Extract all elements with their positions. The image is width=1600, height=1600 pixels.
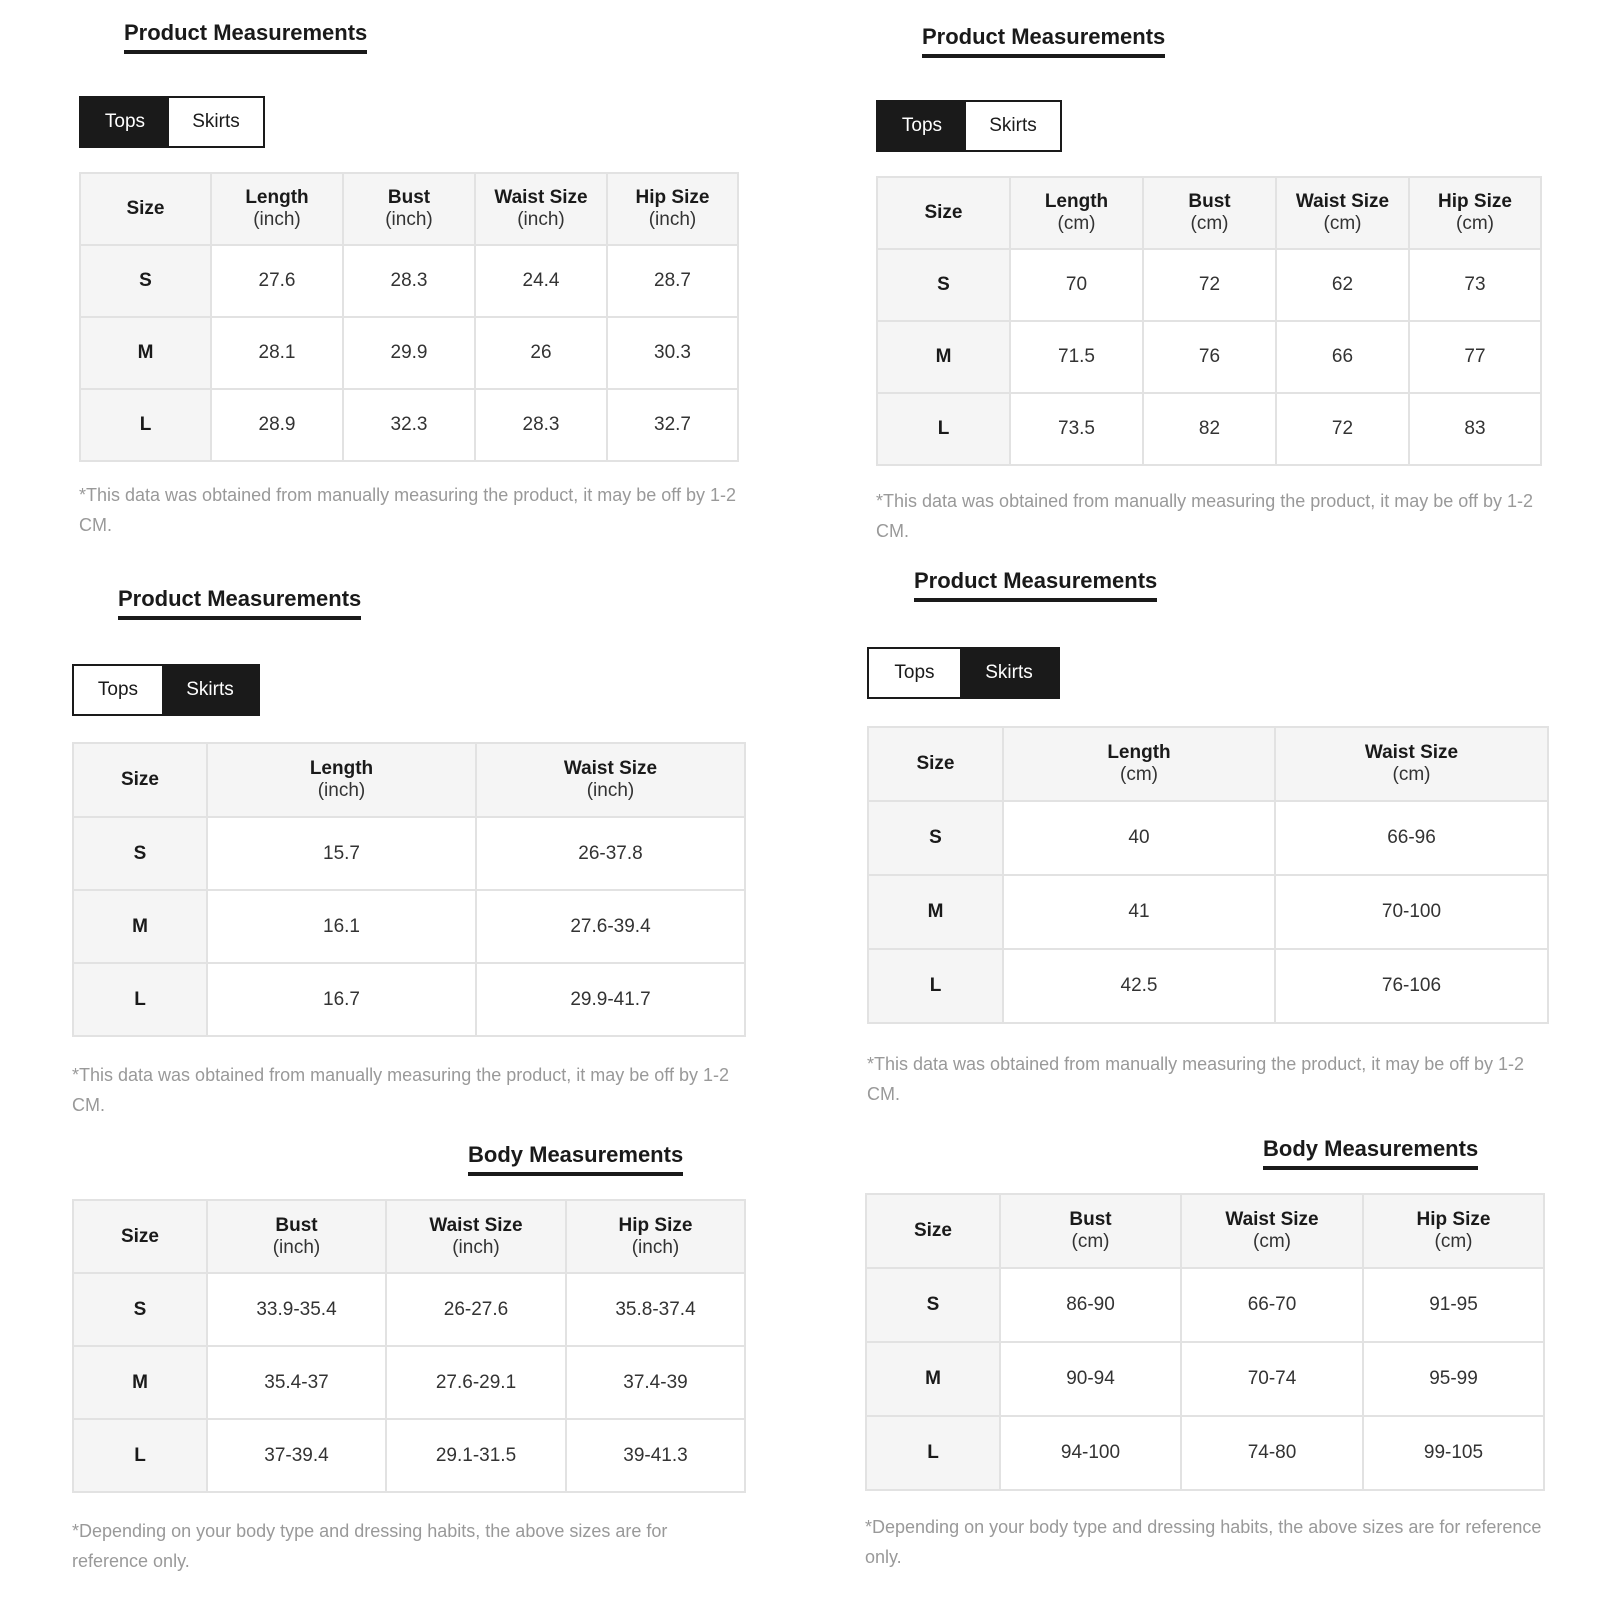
body-measurements-table bbox=[865, 1193, 1545, 1491]
table-cell: 27.6-39.4 bbox=[476, 890, 745, 963]
header-waist-size: Waist Size (cm) bbox=[1181, 1194, 1363, 1268]
size-cell: L bbox=[73, 963, 207, 1036]
product-measurements-title: Product Measurements bbox=[922, 24, 1165, 58]
body-measurements-title: Body Measurements bbox=[1263, 1136, 1478, 1170]
table-cell: 33.9-35.4 bbox=[207, 1273, 386, 1346]
table-cell: 32.7 bbox=[607, 389, 738, 461]
table-cell: 74-80 bbox=[1181, 1416, 1363, 1490]
body-measurement-note: *Depending on your body type and dressing habits, the above sizes are for reference only. bbox=[72, 1521, 668, 1571]
product-measurements-table bbox=[876, 176, 1542, 466]
table-row bbox=[73, 817, 745, 890]
header-hip-size: Hip Size (inch) bbox=[566, 1200, 745, 1273]
table-cell: 27.6-29.1 bbox=[386, 1346, 566, 1419]
table-cell: 29.1-31.5 bbox=[386, 1419, 566, 1492]
size-cell: L bbox=[866, 1416, 1000, 1490]
table-cell: 83 bbox=[1409, 393, 1541, 465]
header-waist-size: Waist Size (inch) bbox=[475, 173, 607, 245]
table-row bbox=[866, 1268, 1544, 1342]
table-row bbox=[80, 245, 738, 317]
table-cell: 27.6 bbox=[211, 245, 343, 317]
header-length: Length (inch) bbox=[207, 743, 476, 817]
header-hip-size: Hip Size (cm) bbox=[1363, 1194, 1544, 1268]
table-cell: 66 bbox=[1276, 321, 1409, 393]
size-cell: L bbox=[877, 393, 1010, 465]
table-cell: 99-105 bbox=[1363, 1416, 1544, 1490]
header-waist-size: Waist Size (inch) bbox=[386, 1200, 566, 1273]
table-cell: 66-96 bbox=[1275, 801, 1548, 875]
table-row bbox=[877, 249, 1541, 321]
table-cell: 16.7 bbox=[207, 963, 476, 1036]
table-cell: 72 bbox=[1143, 249, 1276, 321]
size-cell: S bbox=[73, 1273, 207, 1346]
tab-tops[interactable]: Tops bbox=[878, 102, 966, 150]
product-measurements-title: Product Measurements bbox=[124, 20, 367, 54]
header-length: Length (inch) bbox=[211, 173, 343, 245]
table-cell: 70 bbox=[1010, 249, 1143, 321]
table-cell: 42.5 bbox=[1003, 949, 1275, 1023]
header-length: Length (cm) bbox=[1003, 727, 1275, 801]
size-cell: M bbox=[80, 317, 211, 389]
table-cell: 28.3 bbox=[343, 245, 475, 317]
table-cell: 62 bbox=[1276, 249, 1409, 321]
table-cell: 82 bbox=[1143, 393, 1276, 465]
table-row bbox=[866, 1416, 1544, 1490]
product-measurements-table bbox=[867, 726, 1549, 1024]
product-measurements-title: Product Measurements bbox=[118, 586, 361, 620]
table-row bbox=[877, 321, 1541, 393]
table-row bbox=[877, 393, 1541, 465]
table-row bbox=[868, 801, 1548, 875]
table-cell: 73 bbox=[1409, 249, 1541, 321]
body-measurement-note: *Depending on your body type and dressing habits, the above sizes are for reference only. bbox=[865, 1517, 1542, 1567]
measurement-note: *This data was obtained from manually measuring the product, it may be off by 1-2 CM. bbox=[867, 1054, 1525, 1104]
size-cell: L bbox=[73, 1419, 207, 1492]
table-row bbox=[73, 963, 745, 1036]
table-cell: 28.3 bbox=[475, 389, 607, 461]
header-hip-size: Hip Size (inch) bbox=[607, 173, 738, 245]
table-cell: 91-95 bbox=[1363, 1268, 1544, 1342]
table-cell: 26-37.8 bbox=[476, 817, 745, 890]
table-cell: 95-99 bbox=[1363, 1342, 1544, 1416]
tab-tops[interactable]: Tops bbox=[81, 98, 169, 146]
table-cell: 16.1 bbox=[207, 890, 476, 963]
table-cell: 77 bbox=[1409, 321, 1541, 393]
tab-skirts[interactable]: Skirts bbox=[966, 102, 1060, 150]
table-cell: 70-74 bbox=[1181, 1342, 1363, 1416]
body-measurements-table bbox=[72, 1199, 746, 1493]
table-row bbox=[80, 317, 738, 389]
size-cell: S bbox=[868, 801, 1003, 875]
size-cell: S bbox=[866, 1268, 1000, 1342]
size-cell: S bbox=[73, 817, 207, 890]
size-cell: M bbox=[73, 890, 207, 963]
size-cell: M bbox=[73, 1346, 207, 1419]
body-measurements-title: Body Measurements bbox=[468, 1142, 683, 1176]
size-cell: S bbox=[877, 249, 1010, 321]
tops-skirts-tabs bbox=[876, 100, 1062, 152]
tab-skirts[interactable]: Skirts bbox=[169, 98, 263, 146]
table-row bbox=[73, 890, 745, 963]
header-length: Length (cm) bbox=[1010, 177, 1143, 249]
header-size: Size bbox=[868, 727, 1003, 801]
tops-skirts-tabs bbox=[79, 96, 265, 148]
table-cell: 35.8-37.4 bbox=[566, 1273, 745, 1346]
product-measurements-title: Product Measurements bbox=[914, 568, 1157, 602]
table-row bbox=[868, 949, 1548, 1023]
tops-skirts-tabs bbox=[72, 664, 260, 716]
header-waist-size: Waist Size (inch) bbox=[476, 743, 745, 817]
measurement-note: *This data was obtained from manually measuring the product, it may be off by 1-2 CM. bbox=[72, 1065, 730, 1115]
table-row bbox=[73, 1419, 745, 1492]
table-cell: 35.4-37 bbox=[207, 1346, 386, 1419]
table-cell: 29.9-41.7 bbox=[476, 963, 745, 1036]
table-row bbox=[73, 1346, 745, 1419]
table-cell: 73.5 bbox=[1010, 393, 1143, 465]
size-cell: L bbox=[868, 949, 1003, 1023]
table-cell: 30.3 bbox=[607, 317, 738, 389]
table-cell: 41 bbox=[1003, 875, 1275, 949]
header-size: Size bbox=[80, 173, 211, 245]
table-cell: 76 bbox=[1143, 321, 1276, 393]
header-bust: Bust (inch) bbox=[343, 173, 475, 245]
size-cell: S bbox=[80, 245, 211, 317]
tab-skirts[interactable]: Skirts bbox=[960, 649, 1058, 697]
header-size: Size bbox=[866, 1194, 1000, 1268]
header-bust: Bust (cm) bbox=[1000, 1194, 1181, 1268]
table-cell: 28.1 bbox=[211, 317, 343, 389]
tab-skirts[interactable]: Skirts bbox=[162, 666, 258, 714]
size-cell: L bbox=[80, 389, 211, 461]
table-cell: 72 bbox=[1276, 393, 1409, 465]
header-bust: Bust (cm) bbox=[1143, 177, 1276, 249]
header-bust: Bust (inch) bbox=[207, 1200, 386, 1273]
measurement-note: *This data was obtained from manually measuring the product, it may be off by 1-2 CM. bbox=[79, 485, 737, 535]
header-waist-size: Waist Size (cm) bbox=[1275, 727, 1548, 801]
table-cell: 28.9 bbox=[211, 389, 343, 461]
table-row bbox=[866, 1342, 1544, 1416]
header-size: Size bbox=[73, 1200, 207, 1273]
table-cell: 26 bbox=[475, 317, 607, 389]
table-cell: 37.4-39 bbox=[566, 1346, 745, 1419]
product-measurements-table bbox=[79, 172, 739, 462]
size-cell: M bbox=[866, 1342, 1000, 1416]
table-cell: 76-106 bbox=[1275, 949, 1548, 1023]
table-cell: 37-39.4 bbox=[207, 1419, 386, 1492]
size-cell: M bbox=[868, 875, 1003, 949]
tab-tops[interactable]: Tops bbox=[869, 649, 960, 697]
measurement-note: *This data was obtained from manually measuring the product, it may be off by 1-2 CM. bbox=[876, 491, 1534, 541]
tops-skirts-tabs bbox=[867, 647, 1060, 699]
table-row bbox=[80, 389, 738, 461]
table-cell: 40 bbox=[1003, 801, 1275, 875]
table-row bbox=[73, 1273, 745, 1346]
table-cell: 94-100 bbox=[1000, 1416, 1181, 1490]
product-measurements-table bbox=[72, 742, 746, 1037]
header-size: Size bbox=[73, 743, 207, 817]
size-cell: M bbox=[877, 321, 1010, 393]
table-cell: 24.4 bbox=[475, 245, 607, 317]
table-cell: 29.9 bbox=[343, 317, 475, 389]
tab-tops[interactable]: Tops bbox=[74, 666, 162, 714]
table-row bbox=[868, 875, 1548, 949]
table-cell: 39-41.3 bbox=[566, 1419, 745, 1492]
table-cell: 66-70 bbox=[1181, 1268, 1363, 1342]
header-waist-size: Waist Size (cm) bbox=[1276, 177, 1409, 249]
table-cell: 71.5 bbox=[1010, 321, 1143, 393]
table-cell: 86-90 bbox=[1000, 1268, 1181, 1342]
table-cell: 90-94 bbox=[1000, 1342, 1181, 1416]
table-cell: 32.3 bbox=[343, 389, 475, 461]
header-size: Size bbox=[877, 177, 1010, 249]
table-cell: 15.7 bbox=[207, 817, 476, 890]
header-hip-size: Hip Size (cm) bbox=[1409, 177, 1541, 249]
table-cell: 26-27.6 bbox=[386, 1273, 566, 1346]
table-cell: 70-100 bbox=[1275, 875, 1548, 949]
table-cell: 28.7 bbox=[607, 245, 738, 317]
